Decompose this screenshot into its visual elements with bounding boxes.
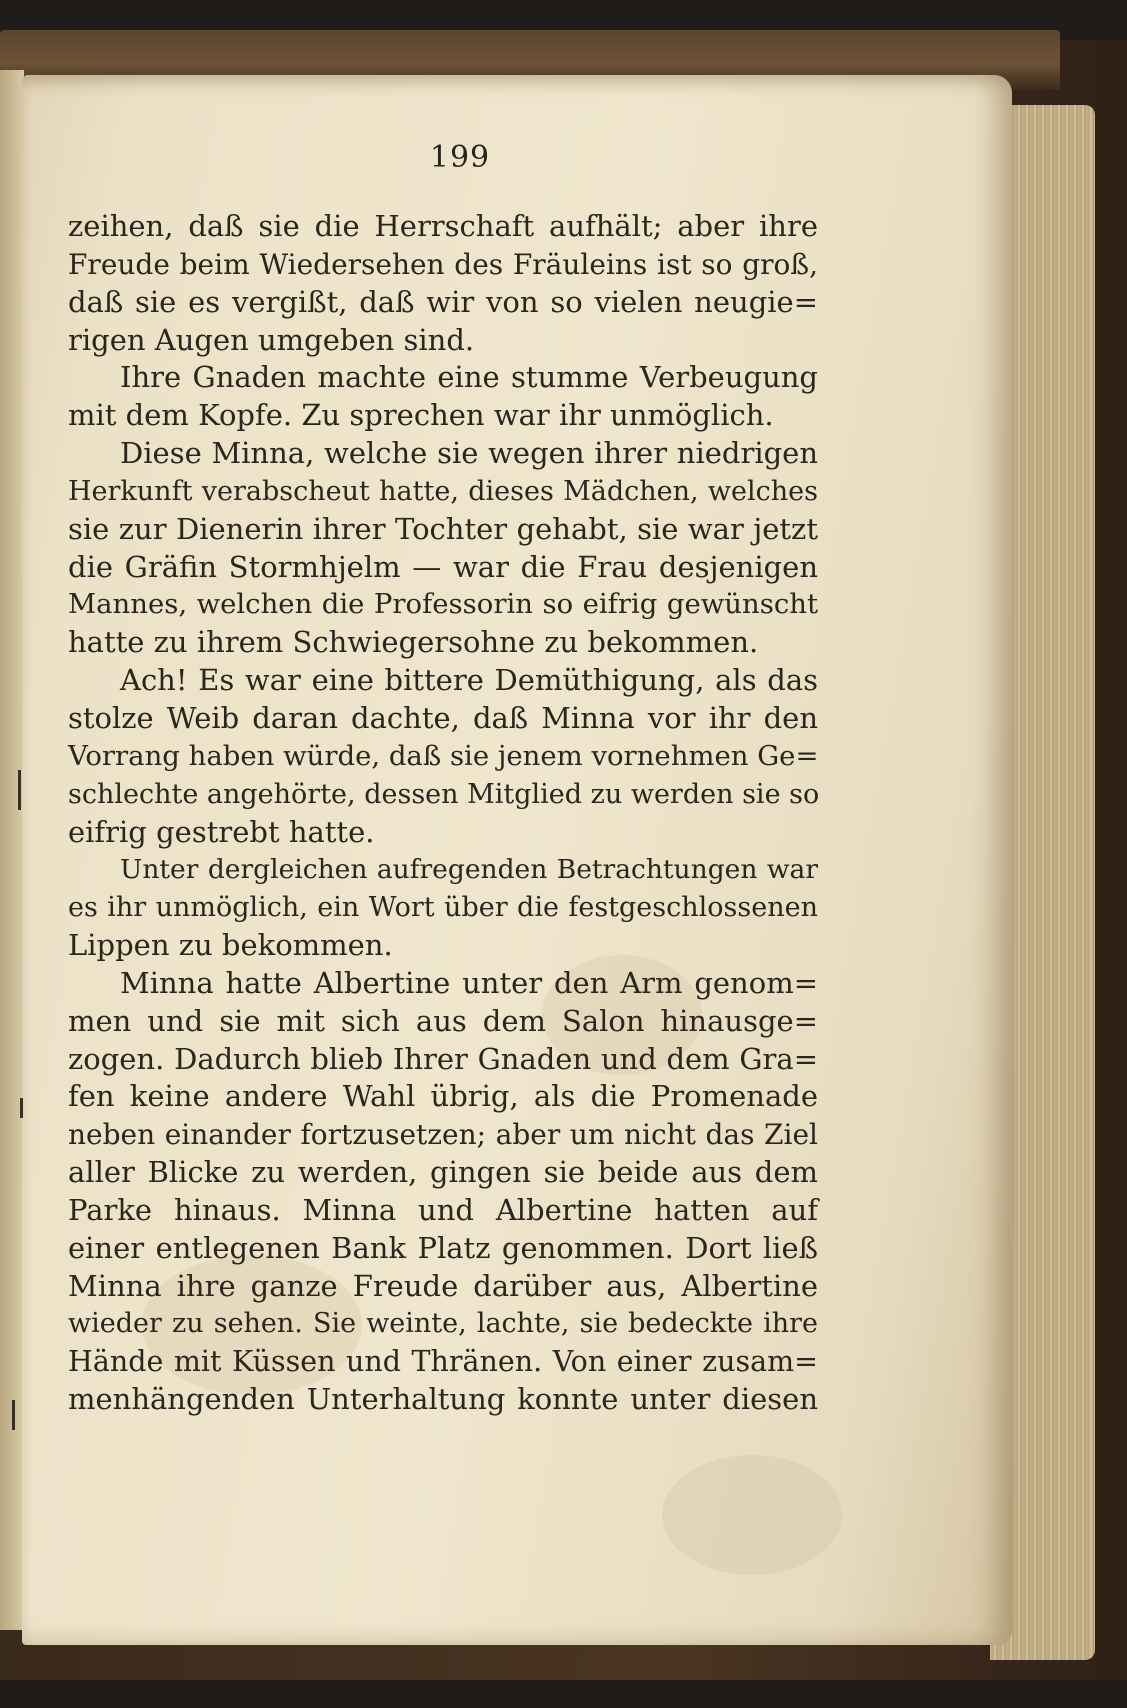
text-line: fen keine andere Wahl übrig, als die Promenade <box>68 1079 818 1114</box>
text-line: einer entlegenen Bank Platz genommen. Dort ließ <box>68 1230 818 1265</box>
text-line: daß sie es vergißt, daß wir von so vielen neugie= <box>68 284 818 319</box>
text-line: schlechte angehörte, dessen Mitglied zu werden sie so <box>68 778 820 810</box>
margin-mark <box>12 1400 15 1430</box>
text-line: Vorrang haben würde, daß sie jenem vornehmen Ge= <box>68 739 819 772</box>
text-line: men und sie mit sich aus dem Salon hinausge= <box>68 1003 818 1038</box>
margin-mark <box>18 770 21 810</box>
text-line: stolze Weib daran dachte, daß Minna vor ihr den <box>68 700 818 735</box>
text-line: Freude beim Wiedersehen des Fräuleins ist so groß, <box>68 247 818 281</box>
text-line: rigen Augen umgeben sind. <box>68 322 475 357</box>
text-line: Lippen zu bekommen. <box>68 928 393 963</box>
text-line: zeihen, daß sie die Herrschaft aufhält; aber ihre <box>68 209 818 243</box>
left-page-edge <box>0 70 24 1630</box>
text-line: mit dem Kopfe. Zu sprechen war ihr unmöglich. <box>68 398 774 433</box>
text-line: Diese Minna, welche sie wegen ihrer niedrigen <box>120 436 818 471</box>
text-line: Parke hinaus. Minna und Albertine hatten auf <box>68 1192 818 1227</box>
text-line: die Gräfin Stormhjelm — war die Frau desjenigen <box>68 549 818 584</box>
text-line: Hände mit Küssen und Thränen. Von einer zusam= <box>68 1345 818 1379</box>
page-body-text <box>68 208 818 1419</box>
text-line: Minna ihre ganze Freude darüber aus, Albertine <box>68 1268 818 1303</box>
page-number: 199 <box>429 140 491 175</box>
text-line: Ihre Gnaden machte eine stumme Verbeugung <box>120 360 818 395</box>
text-line: wieder zu sehen. Sie weinte, lachte, sie bedeckte ihre <box>68 1308 818 1340</box>
margin-mark <box>20 1098 23 1118</box>
text-line: neben einander fortzusetzen; aber um nicht das Ziel <box>68 1118 818 1152</box>
paper-stain <box>662 1455 842 1575</box>
text-line: Unter dergleichen aufregenden Betrachtungen war <box>120 854 818 886</box>
text-line: menhängenden Unterhaltung konnte unter diesen <box>68 1382 818 1417</box>
text-line: aller Blicke zu werden, gingen sie beide aus dem <box>68 1155 818 1190</box>
text-line: Minna hatte Albertine unter den Arm genom= <box>120 965 818 1000</box>
text-line: eifrig gestrebt hatte. <box>68 814 375 849</box>
text-line: zogen. Dadurch blieb Ihrer Gnaden und dem Gra= <box>68 1041 818 1076</box>
text-line: sie zur Dienerin ihrer Tochter gehabt, sie war jetzt <box>68 511 818 546</box>
text-line: Ach! Es war eine bittere Demüthigung, als das <box>120 663 818 698</box>
text-line: hatte zu ihrem Schwiegersohne zu bekommen. <box>68 625 759 660</box>
text-line: es ihr unmöglich, ein Wort über die festgeschlossenen <box>68 892 818 924</box>
text-line: Herkunft verabscheut hatte, dieses Mädchen, welches <box>68 475 818 507</box>
text-line: Mannes, welchen die Professorin so eifrig gewünscht <box>68 588 818 621</box>
